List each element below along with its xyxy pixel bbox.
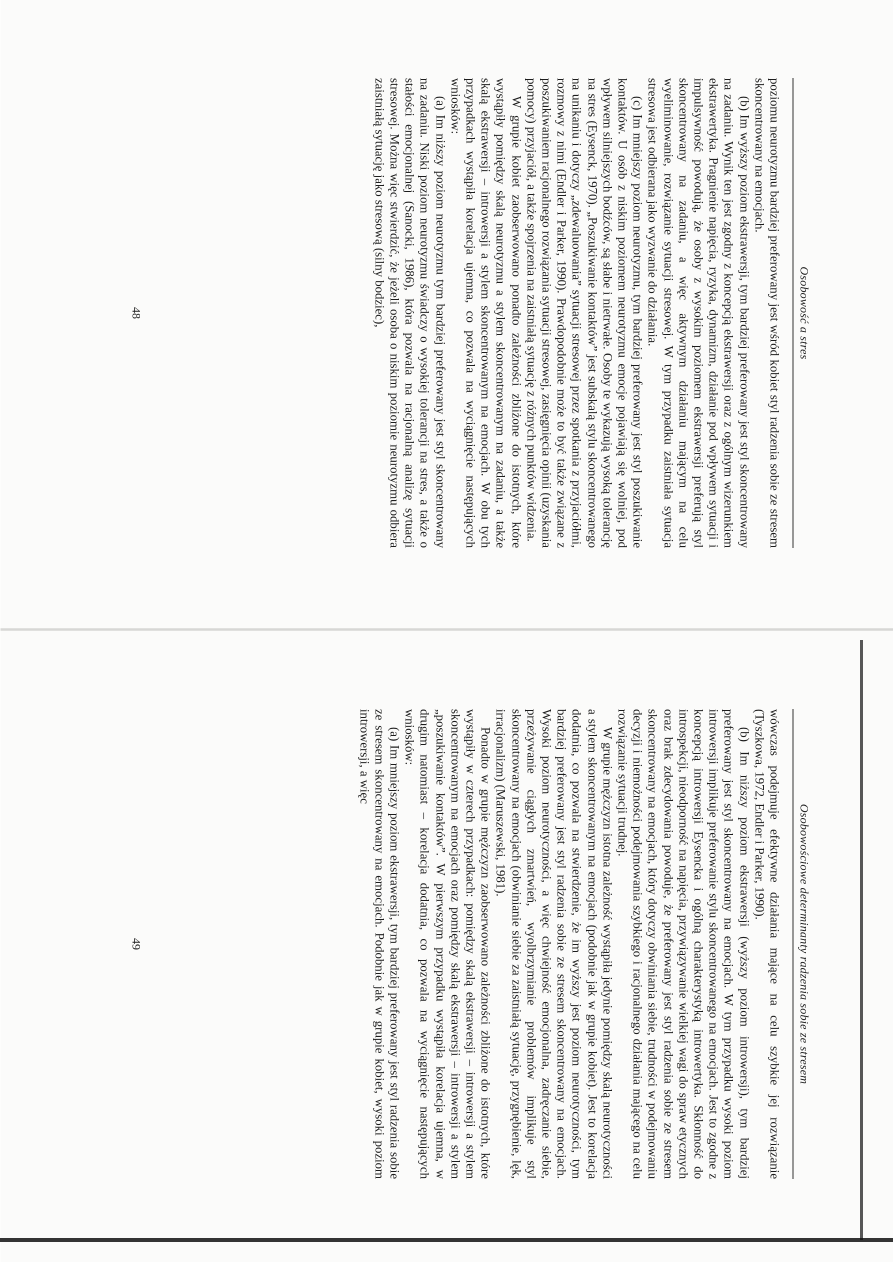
header-rule (792, 709, 793, 1179)
paragraph: (a) Im niższy poziom neurotyzmu tym bardziej preferowany jest styl skoncentrowany na zadaniu. Niski poziom neurotyzmu świadczy o wysokiej tolerancji na stres, a także o stałości emocjonalnej (Sanocki, 1986), która pozwala na racjonalną analizę sytuacji stresowej. Można więc stwierdzić, że jeżeli osoba o niskim poziomie neurotyzmu odbiera zaistniałą sytuację jako stresową (silny bodziec), (371, 78, 447, 548)
running-head-right: Osobowościowe determinanty radzenia sobie ze stresem (797, 803, 811, 1085)
body-text-right (355, 709, 781, 1179)
page-number-right: 49 (129, 938, 143, 950)
paragraph: (c) Im mniejszy poziom neurotyzmu, tym bardziej preferowany jest styl poszukiwanie kontaktów. U osób z niskim poziomem neurotyzmu emocje pojawiają się wolniej, pod wpływem silniejszych bodźców, są słabe i nietrwałe. Osoby te wykazują wysoką tolerancję na stres (Eysenck, 1970). „Poszukiwanie kontaktów” jest subskalą stylu skoncentrowanego na unikaniu i dotyczy „zdewaluowania” sytuacji stresowej przez spotkania z przyjaciółmi, rozmowy z nimi (Endler i Parker, 1990). Prawdopodobnie może to być także związane z poszukiwaniem racjonalnego rozwiązania sytuacji stresowej, zasięgnięcia opinii (uzyskania pomocy) przyjaciół, a także spojrzenia na zaistniałą sytuację z różnych punktów widzenia. (523, 78, 645, 548)
paragraph: (b) Im niższy poziom ekstrawersji (wyższy poziom introwersji), tym bardziej preferowany jest styl skoncentrowany na emocjach. W tym przypadku wysoki poziom introwersji implikuje preferowanie stylu skoncentrowanego na emocjach. Jest to zgodne z koncepcją introwersji Eysencka i ogólną charakterystyką introwertyka. Skłonność do introspekcji, nieodporność na napięcia, przywiązywanie wielkiej wagi do spraw etycznych oraz brak zdecydowania powoduje, że preferowany jest styl radzenia sobie ze stresem skoncentrowany na emocjach, który dotyczy obwiniania siebie, trudności w podejmowaniu decyzji i niemożności podejmowania szybkiego i racjonalnego działania mającego na celu rozwiązanie sytuacji trudnej. (614, 709, 751, 1179)
scan-edge-shadow (0, 1238, 893, 1242)
paragraph: W grupie mężczyzn istotna zależność wystąpiła jedynie pomiędzy skalą neurotyczności a stylem skoncentrowanym na emocjach (podobnie jak w grupie kobiet). Jest to korelacja dodatnia, co pozwala na stwierdzenie, że im wyższy jest poziom neurotyczności, tym bardziej preferowany jest styl radzenia sobie ze stresem skoncentrowany na emocjach. Wysoki poziom neurotyczności, a więc chwiejność emocjonalna, zadręczanie siebie, przeżywanie ciągłych zmartwień, wyolbrzymianie problemów implikuje styl skoncentrowany na emocjach (obwinianie siebie za zaistniałą sytuację, przygnębienie, lęk, irracjonalizm) (Maruszewski, 1981). (493, 709, 614, 1179)
scan-edge-shadow (860, 640, 863, 1240)
paragraph: W grupie kobiet zaobserwowano ponadto zależności zbliżone do istotnych, które wystąpiły pomiędzy skalą neurotyzmu a stylem skoncentrowanym na zadaniu, a także skalą ekstrawersji – introwersji a stylem skoncentrowanym na emocjach. W obu tych przypadkach wystąpiła korelacja ujemna, co pozwala na wyciągnięcie następujących wniosków: (447, 78, 523, 548)
paragraph: wówczas podejmuje efektywne działania mające na celu szybkie jej rozwiązanie (Tyszkowa, 1972, Endler i Parker, 1990). (751, 709, 781, 1179)
header-rule (792, 78, 793, 548)
paragraph: (b) Im wyższy poziom ekstrawersji, tym bardziej preferowany jest styl skoncentrowany na zadaniu. Wynik ten jest zgodny z koncepcją ekstrawersji oraz z ogólnym wizerunkiem ekstrawertyka. Pragnienie napięcia, ryzyka, dynamizm, działanie pod wpływem sytuacji i impulsywność powodują, że osoby z wysokim poziomem ekstrawersji preferują styl skoncentrowany na zadaniu, a więc aktywnym działaniu mającym na celu wyeliminowanie, rozwiązanie sytuacji stresowej. W tym przypadku zaistniała sytuacja stresowa jest odbierana jako wyzwanie do działania. (645, 78, 751, 548)
paragraph: poziomu neurotyzmu bardziej preferowany jest wśród kobiet styl radzenia sobie ze stresem skoncentrowany na emocjach. (751, 78, 781, 548)
page-number-left: 48 (129, 307, 143, 319)
body-text-left (371, 78, 781, 548)
paragraph: (a) Im mniejszy poziom ekstrawersji, tym bardziej preferowany jest styl radzenia sobie ze stresem skoncentrowany na emocjach. Podobnie jak w grupie kobiet, wysoki poziom introwersji, a więc (356, 709, 401, 1179)
paragraph: Ponadto w grupie mężczyzn zaobserwowano zależności zbliżone do istotnych, które wystąpiły w czterech przypadkach: pomiędzy skalą ekstrawersji – introwersji a stylem skoncentrowanym na emocjach oraz pomiędzy skalą ekstrawersji – introwersji a stylem „poszukiwanie kontaktów”. W pierwszym przypadku wystąpiła korelacja ujemna, w drugim natomiast – korelacja dodatnia, co pozwala na wyciągnięcie następujących wniosków: (402, 709, 493, 1179)
right-page (0, 631, 893, 1262)
running-head-left: Osobowość a stres (797, 266, 811, 360)
